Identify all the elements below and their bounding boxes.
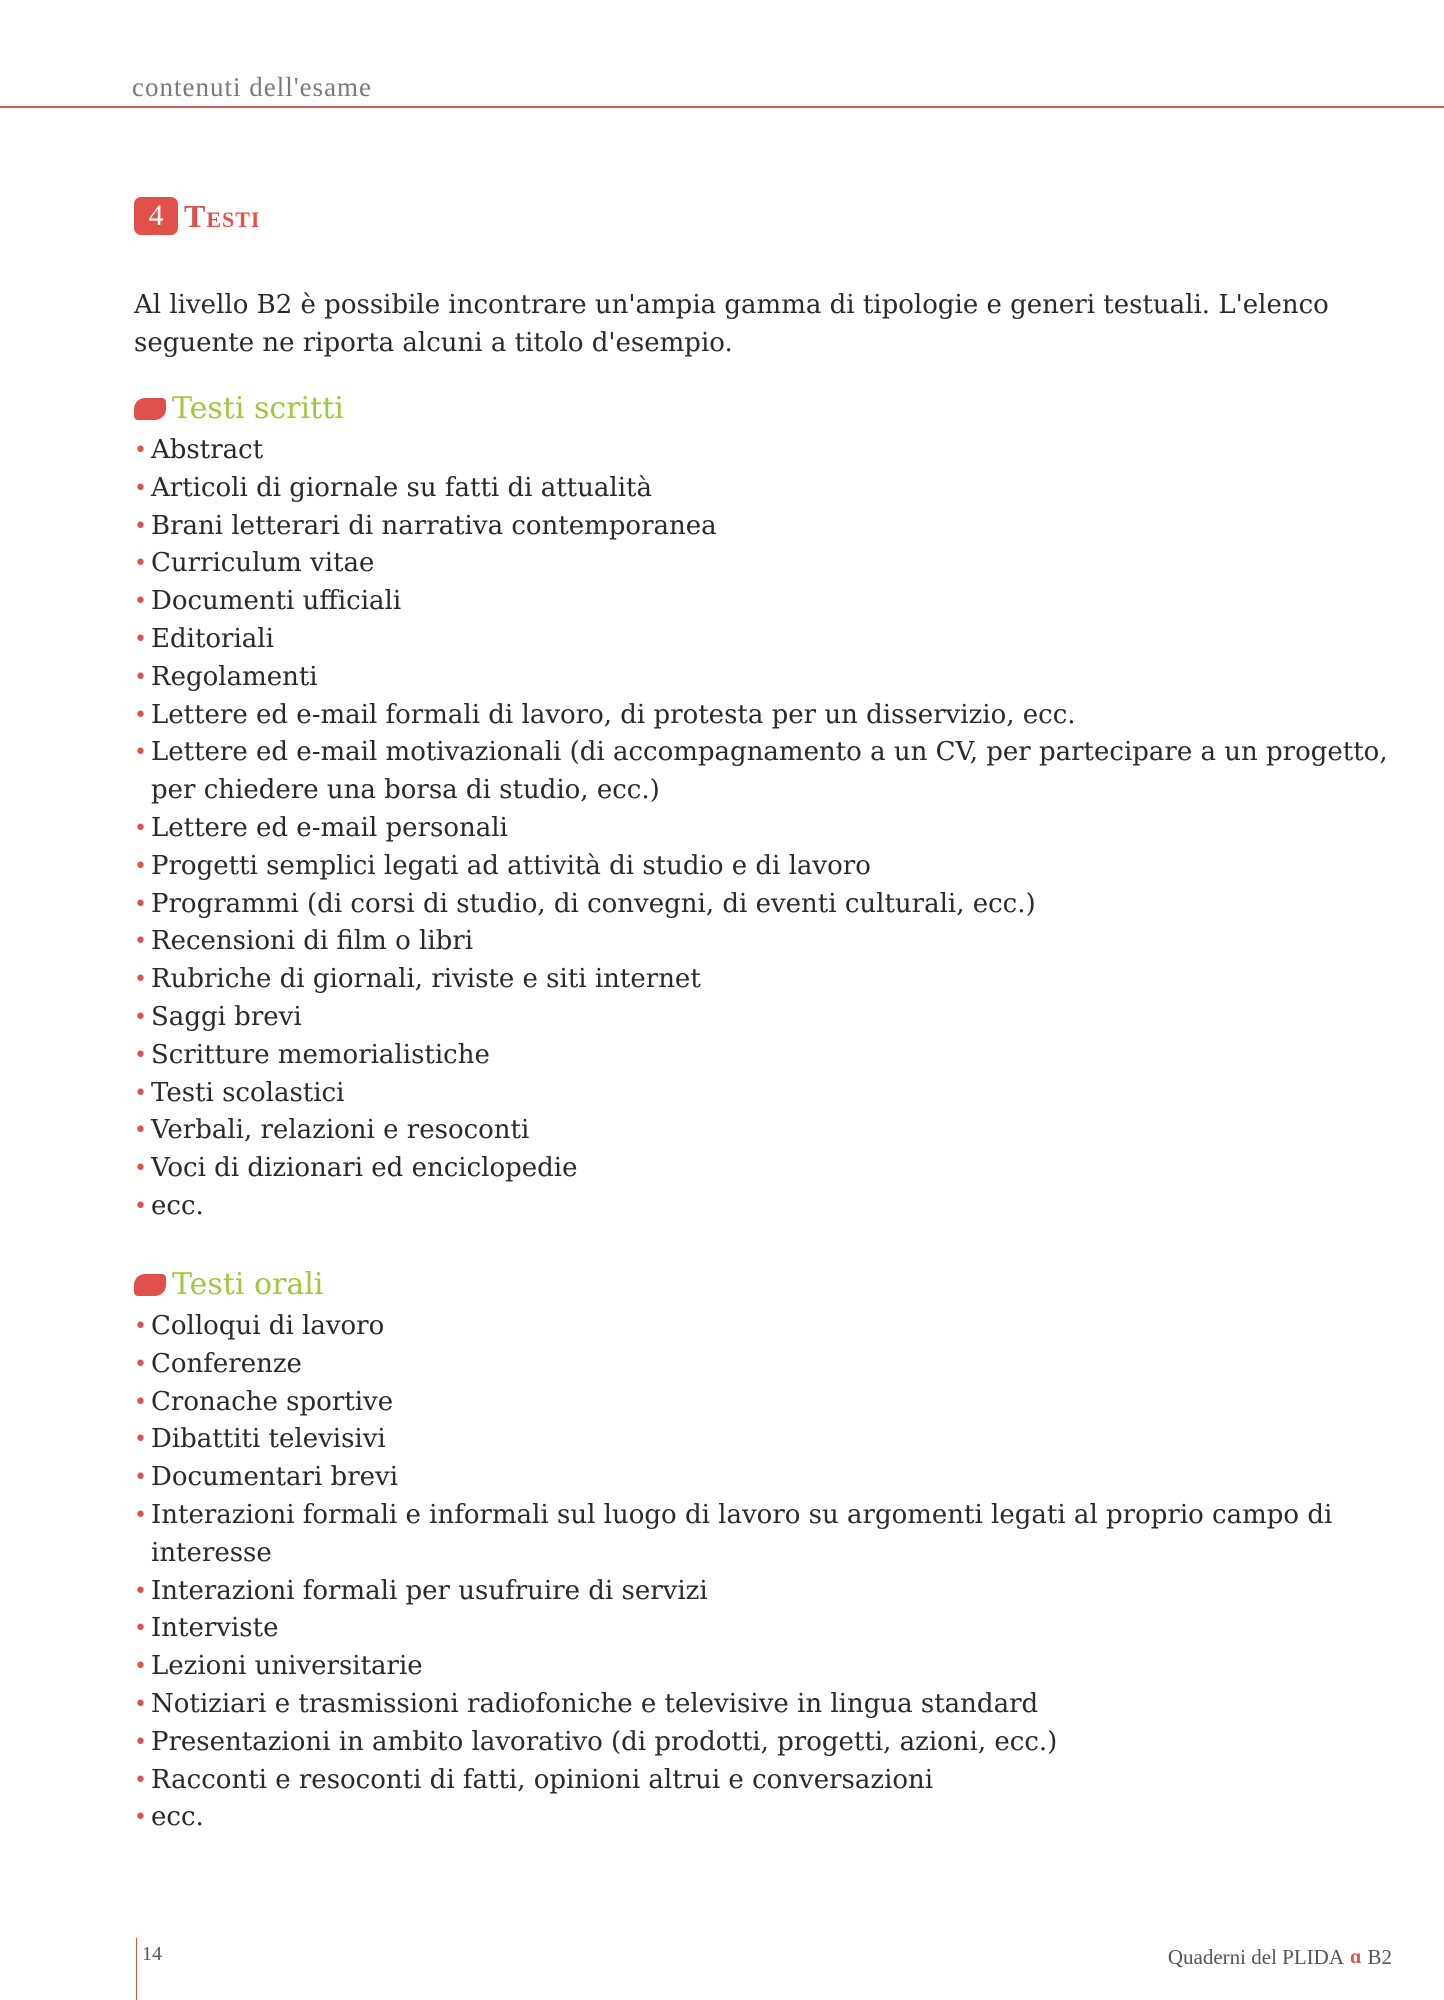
heading-bullet-icon bbox=[134, 398, 166, 420]
bullet-icon: • bbox=[134, 1351, 147, 1377]
bullet-icon: • bbox=[134, 929, 147, 955]
list-item bbox=[134, 1346, 1404, 1384]
list-item bbox=[134, 621, 1404, 659]
list-item-text: Abstract bbox=[151, 435, 264, 465]
list-item-text: Notiziari e trasmissioni radiofoniche e televisive in lingua standard bbox=[151, 1688, 1039, 1719]
plida-logo-icon: ɑ bbox=[1349, 1946, 1362, 1968]
list-item-text: Documentari brevi bbox=[151, 1462, 399, 1493]
bullet-icon: • bbox=[134, 891, 147, 917]
list-item-text: Lettere ed e-mail personali bbox=[151, 812, 508, 843]
bullet-icon: • bbox=[134, 1465, 147, 1491]
bullet-icon: • bbox=[134, 1042, 147, 1068]
list-item-text: Colloqui di lavoro bbox=[151, 1311, 385, 1341]
bullet-icon: • bbox=[134, 589, 147, 615]
bullet-icon: • bbox=[134, 1729, 147, 1755]
written-texts-heading bbox=[134, 391, 344, 426]
section-heading bbox=[134, 197, 261, 235]
level-label: B2 bbox=[1367, 1945, 1392, 1969]
oral-texts-list bbox=[134, 1308, 1404, 1837]
list-item bbox=[134, 1686, 1404, 1724]
bullet-icon: • bbox=[134, 740, 147, 766]
bullet-icon: • bbox=[134, 1156, 147, 1182]
oral-texts-title: Testi orali bbox=[172, 1267, 324, 1302]
page-number: 14 bbox=[142, 1943, 162, 1965]
list-item-text: Cronache sportive bbox=[151, 1386, 394, 1417]
list-item-text: Regolamenti bbox=[151, 661, 318, 692]
section-title: Testi bbox=[184, 197, 261, 234]
list-item bbox=[134, 1459, 1404, 1497]
list-item bbox=[134, 508, 1404, 546]
list-item-text: Articoli di giornale su fatti di attualità bbox=[151, 472, 652, 503]
bullet-icon: • bbox=[134, 1767, 147, 1793]
bullet-icon: • bbox=[134, 626, 147, 652]
list-item bbox=[134, 923, 1404, 961]
list-item bbox=[134, 1799, 1404, 1837]
bullet-icon: • bbox=[134, 1805, 147, 1831]
list-item bbox=[134, 1421, 1404, 1459]
bullet-icon: • bbox=[134, 1502, 147, 1528]
list-item-text: Scritture memorialistiche bbox=[151, 1039, 490, 1070]
bullet-icon: • bbox=[134, 513, 147, 539]
list-item-text: Interazioni formali e informali sul luogo di lavoro su argomenti legati al proprio campo di interesse bbox=[151, 1499, 1333, 1568]
footer-rule bbox=[136, 1938, 137, 2000]
list-item-text: Lezioni universitarie bbox=[151, 1651, 423, 1682]
list-item-text: Interviste bbox=[151, 1613, 279, 1644]
list-item-text: Presentazioni in ambito lavorativo (di prodotti, progetti, azioni, ecc.) bbox=[151, 1726, 1058, 1757]
list-item bbox=[134, 734, 1404, 810]
list-item-text: Racconti e resoconti di fatti, opinioni altrui e conversazioni bbox=[151, 1764, 934, 1795]
list-item-text: Lettere ed e-mail motivazionali (di accompagnamento a un CV, per partecipare a un progetto, per chiedere una borsa di studio, ecc.) bbox=[151, 737, 1388, 806]
list-item bbox=[134, 1308, 1404, 1346]
list-item bbox=[134, 1150, 1404, 1188]
intro-paragraph: Al livello B2 è possibile incontrare un'ampia gamma di tipologie e generi testuali. L'elenco seguente ne riporta alcuni a titolo d'esempio. bbox=[134, 290, 1329, 358]
bullet-icon: • bbox=[134, 1193, 147, 1219]
bullet-icon: • bbox=[134, 664, 147, 690]
list-item bbox=[134, 1497, 1404, 1573]
bullet-icon: • bbox=[134, 1578, 147, 1604]
bullet-icon: • bbox=[134, 438, 147, 463]
list-item bbox=[134, 432, 1404, 470]
list-item bbox=[134, 659, 1404, 697]
bullet-icon: • bbox=[134, 551, 147, 577]
oral-texts-heading bbox=[134, 1267, 324, 1302]
list-item-text: ecc. bbox=[151, 1802, 204, 1833]
list-item bbox=[134, 1075, 1404, 1113]
bullet-icon: • bbox=[134, 1654, 147, 1680]
list-item-text: Progetti semplici legati ad attività di studio e di lavoro bbox=[151, 850, 871, 881]
bullet-icon: • bbox=[134, 1118, 147, 1144]
header-rule bbox=[0, 106, 1444, 108]
list-item-text: ecc. bbox=[151, 1190, 204, 1221]
bullet-icon: • bbox=[134, 967, 147, 993]
written-texts-list bbox=[134, 432, 1404, 1226]
list-item-text: Saggi brevi bbox=[151, 1001, 302, 1032]
running-head: contenuti dell'esame bbox=[132, 72, 373, 102]
list-item-text: Documenti ufficiali bbox=[151, 586, 402, 617]
list-item bbox=[134, 1384, 1404, 1422]
bullet-icon: • bbox=[134, 1004, 147, 1030]
list-item bbox=[134, 583, 1404, 621]
list-item bbox=[134, 1762, 1404, 1800]
list-item bbox=[134, 886, 1404, 924]
bullet-icon: • bbox=[134, 815, 147, 841]
list-item-text: Lettere ed e-mail formali di lavoro, di protesta per un disservizio, ecc. bbox=[151, 699, 1076, 730]
list-item-text: Interazioni formali per usufruire di servizi bbox=[151, 1575, 708, 1606]
bullet-icon: • bbox=[134, 853, 147, 879]
list-item bbox=[134, 999, 1404, 1037]
list-item-text: Testi scolastici bbox=[151, 1077, 345, 1108]
list-item-text: Dibattiti televisivi bbox=[151, 1424, 386, 1455]
list-item bbox=[134, 1112, 1404, 1150]
list-item bbox=[134, 545, 1404, 583]
list-item-text: Curriculum vitae bbox=[151, 548, 375, 579]
list-item-text: Rubriche di giornali, riviste e siti internet bbox=[151, 964, 701, 995]
bullet-icon: • bbox=[134, 1616, 147, 1642]
list-item bbox=[134, 1724, 1404, 1762]
list-item bbox=[134, 1648, 1404, 1686]
list-item bbox=[134, 810, 1404, 848]
list-item bbox=[134, 961, 1404, 999]
list-item bbox=[134, 1188, 1404, 1226]
bullet-icon: • bbox=[134, 1691, 147, 1717]
list-item-text: Programmi (di corsi di studio, di convegni, di eventi culturali, ecc.) bbox=[151, 888, 1036, 919]
bullet-icon: • bbox=[134, 702, 147, 728]
list-item-text: Editoriali bbox=[151, 623, 274, 654]
list-item-text: Recensioni di film o libri bbox=[151, 926, 474, 957]
footer-publication bbox=[1168, 1945, 1392, 1970]
bullet-icon: • bbox=[134, 1080, 147, 1106]
list-item-text: Brani letterari di narrativa contemporanea bbox=[151, 510, 717, 541]
publication-title: Quaderni del PLIDA bbox=[1167, 1945, 1344, 1969]
bullet-icon: • bbox=[134, 1314, 147, 1339]
bullet-icon: • bbox=[134, 475, 147, 501]
list-item bbox=[134, 1037, 1404, 1075]
section-number-badge: 4 bbox=[134, 197, 178, 235]
written-texts-title: Testi scritti bbox=[172, 391, 344, 426]
list-item-text: Voci di dizionari ed enciclopedie bbox=[151, 1153, 578, 1184]
list-item-text: Conferenze bbox=[151, 1348, 302, 1379]
list-item bbox=[134, 697, 1404, 735]
list-item bbox=[134, 848, 1404, 886]
bullet-icon: • bbox=[134, 1427, 147, 1453]
bullet-icon: • bbox=[134, 1389, 147, 1415]
list-item bbox=[134, 1610, 1404, 1648]
heading-bullet-icon bbox=[134, 1274, 166, 1296]
list-item bbox=[134, 470, 1404, 508]
list-item-text: Verbali, relazioni e resoconti bbox=[151, 1115, 530, 1146]
list-item bbox=[134, 1573, 1404, 1611]
